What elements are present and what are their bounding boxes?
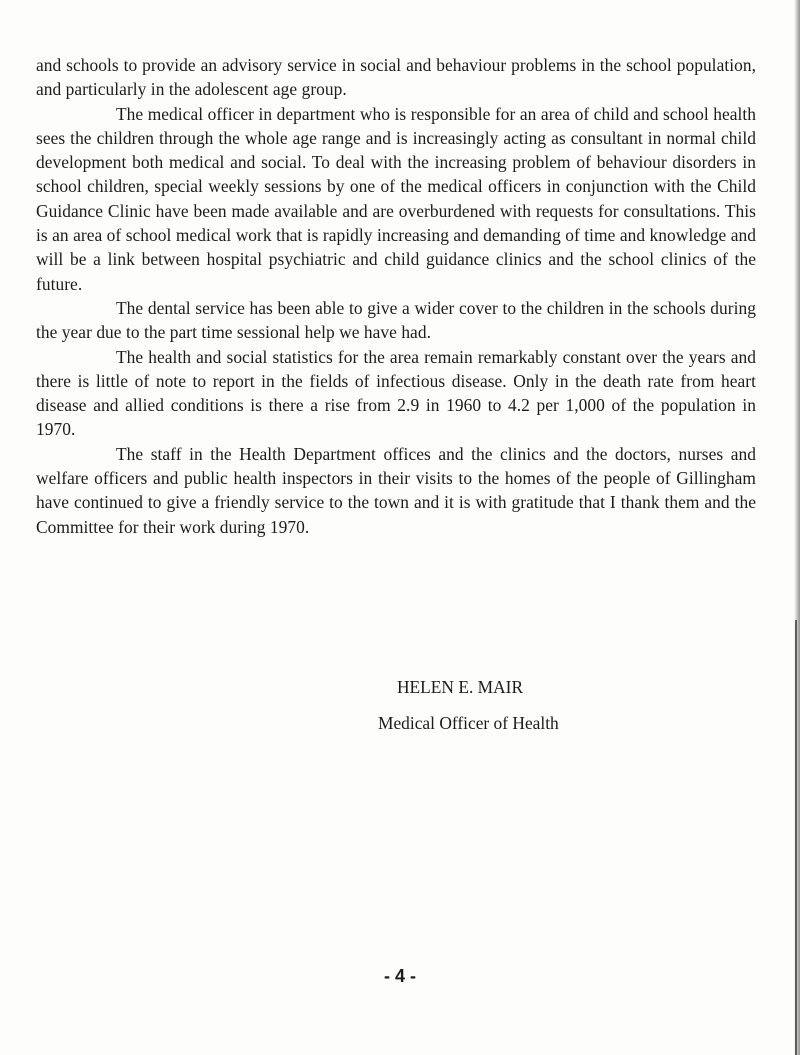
page-number: - 4 - — [383, 966, 416, 986]
paragraph: The dental service has been able to give a wider cover to the children in the schools during the year due to the part time sessional help we have had. — [36, 297, 756, 343]
body-text — [36, 53, 756, 539]
signatory-title: Medical Officer of Health — [378, 713, 559, 733]
paragraph: The health and social statistics for the area remain remarkably constant over the years and there is little of note to report in the fields of infectious disease. Only in the death rate from heart disease and allied conditions is there a rise from 2.9 in 1960 to 4.2 per 1,000 of the population in 1970. — [36, 346, 756, 440]
paragraph: The medical officer in department who is responsible for an area of child and school health sees the children through the whole age range and is increasingly acting as consultant in normal child development both medical and social. To deal with the increasing problem of behaviour disorders in school children, special weekly sessions by one of the medical officers in conjunction with the Child Guidance Clinic have been made available and are overburdened with requests for consultations. This is an area of school medical work that is rapidly increasing and demanding of time and knowledge and will be a link between hospital psychiatric and child guidance clinics and the school clinics of the future. — [36, 103, 756, 294]
paragraph: and schools to provide an advisory service in social and behaviour problems in the school population, and particularly in the adolescent age group. — [36, 55, 756, 100]
signatory-name: HELEN E. MAIR — [397, 677, 524, 697]
scan-edge-line — [795, 620, 797, 1055]
signature-block — [378, 675, 559, 735]
paragraph: The staff in the Health Department offices and the clinics and the doctors, nurses and welfare officers and public health inspectors in their visits to the homes of the people of Gillingham have continued to give a friendly service to the town and it is with gratitude that I thank them and the Committee for their work during 1970. — [36, 443, 756, 537]
